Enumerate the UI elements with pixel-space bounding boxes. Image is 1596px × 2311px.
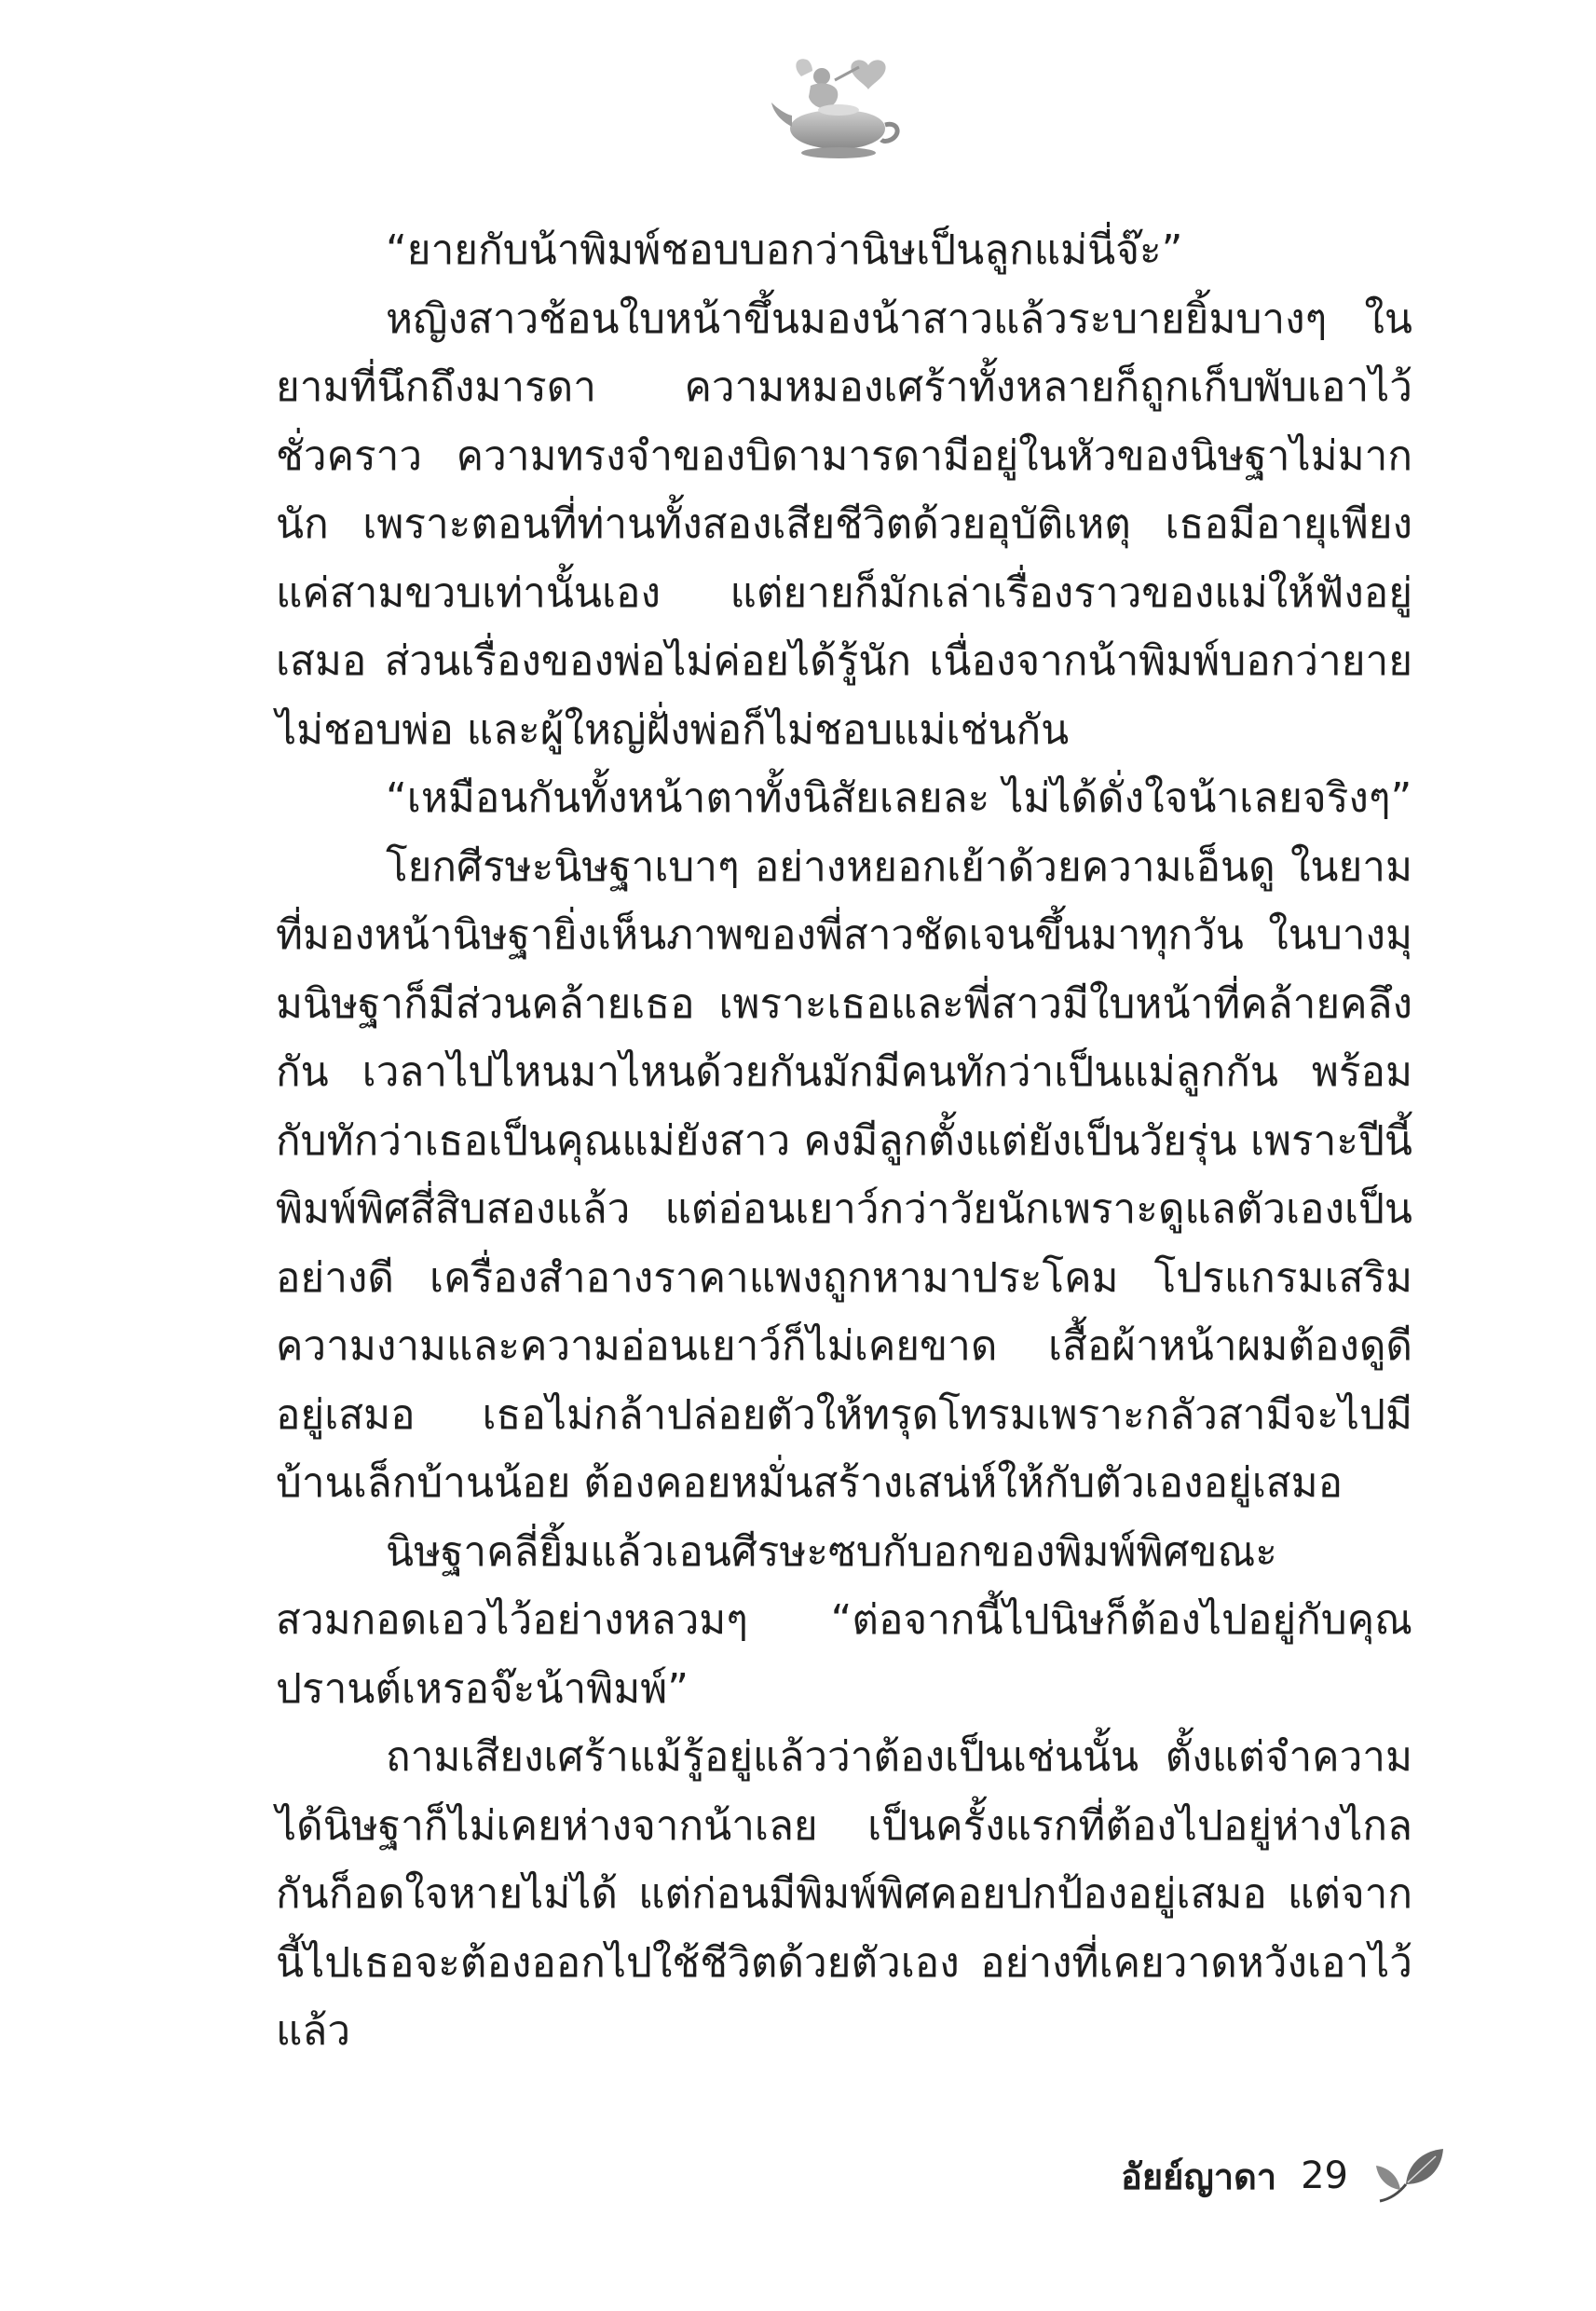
book-title: อัยย์ญาดา — [1121, 2155, 1277, 2197]
body-text — [276, 216, 1412, 2066]
paragraph-4: โยกศีรษะนิษฐาเบาๆ อย่างหยอกเย้าด้วยความเอ็นดู ในยามที่มองหน้านิษฐายิ่งเห็นภาพของพี่สาวชัดเจนขึ้นมาทุกวัน ในบางมุมนิษฐาก็มีส่วนคล้ายเธอ เพราะเธอและพี่สาวมีใบหน้าที่คล้ายคลึงกัน เวลาไปไหนมาไหนด้วยกันมักมีคนทักว่าเป็นแม่ลูกกัน พร้อมกับทักว่าเธอเป็นคุณแม่ยังสาว คงมีลูกตั้งแต่ยังเป็นวัยรุ่น เพราะปีนี้พิมพ์พิศสี่สิบสองแล้ว แต่อ่อนเยาว์กว่าวัยนักเพราะดูแลตัวเองเป็นอย่างดี เครื่องสำอางราคาแพงถูกหามาประโคม โปรแกรมเสริมความงามและความอ่อนเยาว์ก็ไม่เคยขาด เสื้อผ้าหน้าผมต้องดูดีอยู่เสมอ เธอไม่กล้าปล่อยตัวให้ทรุดโทรมเพราะกลัวสามีจะไปมีบ้านเล็กบ้านน้อย ต้องคอยหมั่นสร้างเสน่ห์ให้กับตัวเองอยู่เสมอ — [276, 842, 1412, 1507]
paragraph-1: “ยายกับน้าพิมพ์ชอบบอกว่านิษเป็นลูกแม่นี่จ๊ะ” — [386, 226, 1183, 274]
paragraph-3: “เหมือนกันทั้งหน้าตาทั้งนิสัยเลยละ ไม่ได้ดั่งใจน้าเลยจริงๆ” — [386, 774, 1412, 822]
paragraph-5: นิษฐาคลี่ยิ้มแล้วเอนศีรษะซบกับอกของพิมพ์พิศขณะสวมกอดเอวไว้อย่างหลวมๆ “ต่อจากนี้ไปนิษก็ต้องไปอยู่กับคุณปรานต์เหรอจ๊ะน้าพิมพ์” — [276, 1527, 1412, 1713]
paragraph-2: หญิงสาวช้อนใบหน้าขึ้นมองน้าสาวแล้วระบายยิ้มบางๆ ในยามที่นึกถึงมารดา ความหมองเศร้าทั้งหลายก็ถูกเก็บพับเอาไว้ชั่วคราว ความทรงจำของบิดามารดามีอยู่ในหัวของนิษฐาไม่มากนัก เพราะตอนที่ท่านทั้งสองเสียชีวิตด้วยอุบัติเหตุ เธอมีอายุเพียงแค่สามขวบเท่านั้นเอง แต่ยายก็มักเล่าเรื่องราวของแม่ให้ฟังอยู่เสมอ ส่วนเรื่องของพ่อไม่ค่อยได้รู้นัก เนื่องจากน้าพิมพ์บอกว่ายายไม่ชอบพ่อ และผู้ใหญ่ฝั่งพ่อก็ไม่ชอบแม่เช่นกัน — [276, 294, 1412, 754]
teapot-cupid-ornament-icon — [764, 48, 904, 170]
page-number: 29 — [1301, 2154, 1348, 2197]
paragraph-6: ถามเสียงเศร้าแม้รู้อยู่แล้วว่าต้องเป็นเช่นนั้น ตั้งแต่จำความได้นิษฐาก็ไม่เคยห่างจากน้าเลย เป็นครั้งแรกที่ต้องไปอยู่ห่างไกลกันก็อดใจหายไม่ได้ แต่ก่อนมีพิมพ์พิศคอยปกป้องอยู่เสมอ แต่จากนี้ไปเธอจะต้องออกไปใช้ชีวิตด้วยตัวเอง อย่างที่เคยวาดหวังเอาไว้แล้ว — [276, 1733, 1412, 2055]
page-footer — [1121, 2143, 1447, 2208]
leaf-icon — [1372, 2143, 1447, 2208]
